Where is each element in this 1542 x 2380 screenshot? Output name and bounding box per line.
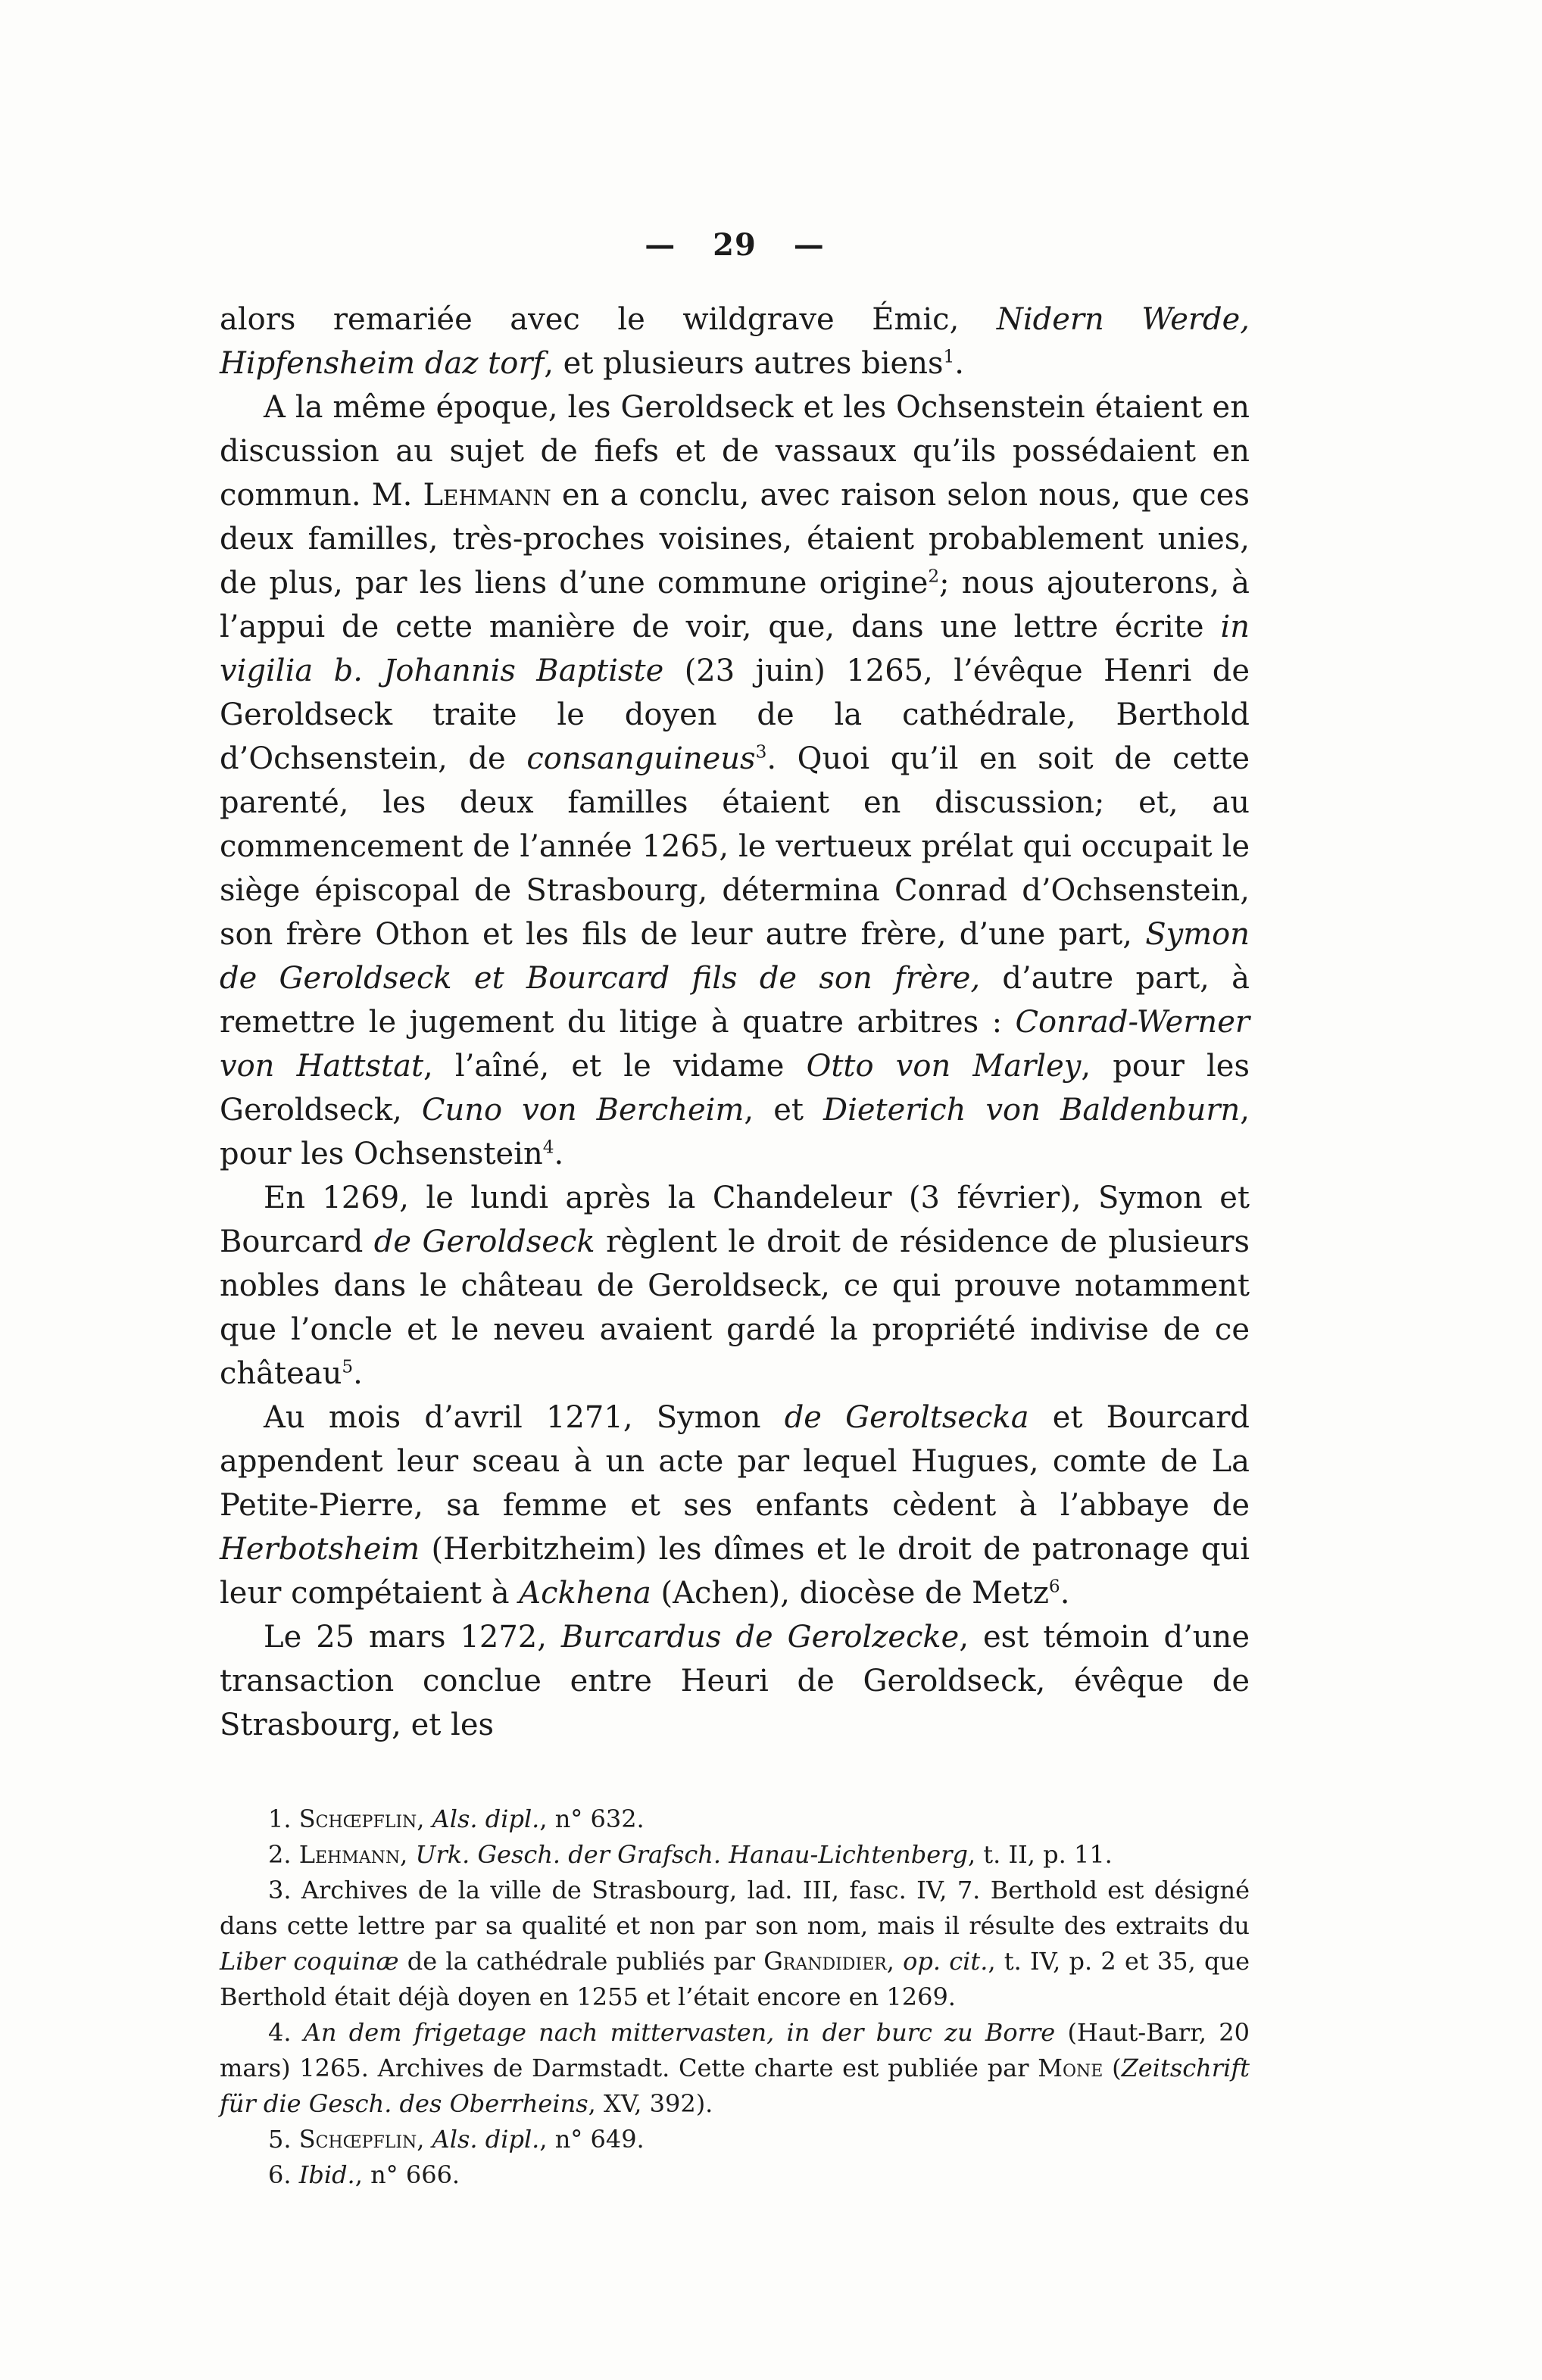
paragraph-5: Le 25 mars 1272, Burcardus de Gerolzecke, est témoin d’une transaction conclue entre Heuri de Geroldseck, évêque de Strasbourg, et les (220, 1620, 1250, 1742)
footnote-5: 5. Schœpflin, Als. dipl., n° 649. (268, 2125, 645, 2154)
footnote-marker: 1 (943, 346, 955, 367)
footnote-marker: 4 (542, 1137, 554, 1158)
footnote-6: 6. Ibid., n° 666. (268, 2160, 460, 2189)
page-number: — 29 — (645, 227, 825, 263)
paragraph-2: A la même époque, les Geroldseck et les Ochsenstein étaient en discussion au sujet de fiefs et de vassaux qu’ils possédaient en commun. M. Lehmann en a conclu, avec raison selon nous, que ces deux familles, très-proches voisines, étaient probablement unies, de plus, par les liens d’une commune origine$^2$; nous ajouterons, à l’appui de cette manière de voir, que, dans une lettre écrite in vigilia b. Johannis Baptiste (23 juin) 1265, l’évêque Henri de Geroldseck traite le doyen de la cathédrale, Berthold d’Ochsenstein, de consanguineus$^3$. Quoi qu’il en soit de cette parenté, les deux familles étaient en discussion; et, au commencement de l’année 1265, le vertueux prélat qui occupait le siège épiscopal de Strasbourg, détermina Conrad d’Ochsenstein, son frère Othon et les fils de leur autre frère, d’une part, Symon de Geroldseck et Bourcard fils de son frère, d’autre part, à remettre le jugement du litige à quatre arbitres : Conrad-Werner von Hattstat, l’aîné, et le vidame Otto von Marley, pour les Geroldseck, Cuno von Bercheim, et Dieterich von Baldenburn, pour les Ochsenstein$^4$. (220, 390, 1250, 1171)
footnote-2: 2. Lehmann, Urk. Gesch. der Grafsch. Hanau-Lichtenberg, t. II, p. 11. (268, 1840, 1113, 1869)
main-text (220, 298, 1250, 2193)
footnote-marker: 6 (1048, 1576, 1060, 1597)
footnotes (220, 1801, 1250, 2193)
footnote-4: 4. An dem frigetage nach mittervasten, in der burc zu Borre (Haut-Barr, 20 mars) 1265. Archives de Darmstadt. Cette charte est publiée par Mone (Zeitschrift für die Gesch. des Oberrheins, XV, 392). (220, 2018, 1250, 2118)
footnote-marker: 5 (342, 1356, 354, 1377)
footnote-3: 3. Archives de la ville de Strasbourg, lad. III, fasc. IV, 7. Berthold est désigné dans cette lettre par sa qualité et non par son nom, mais il résulte des extraits du Liber coquinæ de la cathédrale publiés par Grandidier, op. cit., t. IV, p. 2 et 35, que Berthold était déjà doyen en 1255 et l’était encore en 1269. (220, 1876, 1250, 2011)
footnote-1: 1. Schœpflin, Als. dipl., n° 632. (268, 1804, 645, 1833)
paragraph-3: En 1269, le lundi après la Chandeleur (3 février), Symon et Bourcard de Geroldseck règlent le droit de résidence de plusieurs nobles dans le château de Geroldseck, ce qui prouve notamment que l’oncle et le neveu avaient gardé la propriété indivise de ce château$^5$. (220, 1181, 1250, 1391)
footnote-marker: 3 (755, 741, 767, 763)
footnote-marker: 2 (928, 566, 940, 587)
paragraph-4: Au mois d’avril 1271, Symon de Geroltsecka et Bourcard appendent leur sceau à un acte par lequel Hugues, comte de La Petite-Pierre, sa femme et ses enfants cèdent à l’abbaye de Herbotsheim (Herbitzheim) les dîmes et le droit de patronage qui leur compétaient à Ackhena (Achen), diocèse de Metz$^6$. (220, 1400, 1250, 1611)
paragraph-1: alors remariée avec le wildgrave Émic, Nidern Werde, Hipfensheim daz torf, et plusieurs autres biens$^1$. (220, 302, 1250, 381)
body-paragraphs (220, 298, 1250, 1747)
